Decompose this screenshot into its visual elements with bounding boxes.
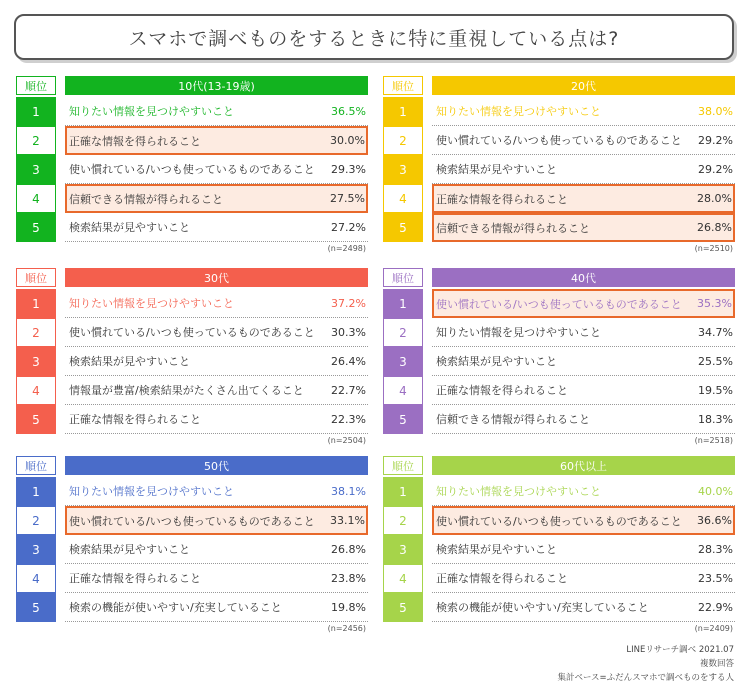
ranking-row: [16, 97, 368, 126]
item-label: 使い慣れている/いつも使っているものであること: [69, 163, 315, 176]
item-label: 知りたい情報を見つけやすいこと: [436, 326, 601, 339]
item-value: 38.0%: [698, 104, 733, 118]
footer-base: 集計ベース=ふだんスマホで調べものをする人: [557, 673, 734, 683]
footer-source: LINEリサーチ調べ 2021.07: [626, 645, 734, 655]
ranking-item: [432, 126, 735, 155]
ranking-item: [65, 97, 368, 126]
ranking-row: [16, 477, 368, 506]
age-group-label: 20代: [432, 76, 735, 95]
ranking-item: [65, 318, 368, 347]
sample-size: (n=2498): [327, 244, 366, 253]
item-label: 正確な情報を得られること: [436, 384, 568, 397]
ranking-item: [432, 213, 735, 242]
item-value: 22.9%: [698, 600, 733, 614]
age-group-panel: [383, 268, 735, 445]
item-value: 30.0%: [330, 134, 365, 147]
rank-number: 2: [383, 318, 423, 347]
item-label: 使い慣れている/いつも使っているものであること: [436, 134, 682, 147]
ranking-row: [383, 289, 735, 318]
rank-number: 5: [383, 593, 423, 622]
rank-number: 1: [16, 289, 56, 318]
ranking-item: [432, 289, 735, 318]
rank-number: 5: [16, 405, 56, 434]
rank-number: 5: [383, 405, 423, 434]
ranking-item: [65, 155, 368, 184]
panel-header: [383, 456, 735, 475]
ranking-row: [383, 184, 735, 213]
age-group-panel: [16, 76, 368, 253]
rank-column-header: 順位: [16, 268, 56, 287]
item-value: 29.2%: [698, 133, 733, 147]
rank-number: 2: [383, 126, 423, 155]
rank-number: 3: [383, 347, 423, 376]
item-value: 23.8%: [331, 571, 366, 585]
ranking-item: [65, 184, 368, 213]
ranking-row: [16, 506, 368, 535]
item-value: 28.0%: [697, 192, 732, 205]
panel-header: [383, 268, 735, 287]
item-value: 29.3%: [331, 162, 366, 176]
age-group-panel: [16, 268, 368, 445]
item-label: 正確な情報を得られること: [436, 192, 568, 206]
item-label: 正確な情報を得られること: [69, 413, 201, 426]
item-value: 36.6%: [697, 514, 732, 527]
rank-column-header: 順位: [383, 456, 423, 475]
ranking-item: [432, 564, 735, 593]
age-group-panel: [383, 76, 735, 253]
ranking-row: [383, 126, 735, 155]
ranking-item: [65, 405, 368, 434]
item-label: 知りたい情報を見つけやすいこと: [69, 105, 234, 118]
rank-number: 5: [16, 593, 56, 622]
rank-number: 3: [383, 535, 423, 564]
ranking-item: [65, 213, 368, 242]
rank-number: 2: [383, 506, 423, 535]
ranking-row: [383, 155, 735, 184]
item-label: 検索結果が見やすいこと: [69, 355, 190, 368]
item-label: 検索結果が見やすいこと: [436, 163, 557, 176]
rank-number: 1: [383, 477, 423, 506]
ranking-row: [16, 593, 368, 622]
item-value: 19.8%: [331, 600, 366, 614]
ranking-item: [432, 347, 735, 376]
item-label: 知りたい情報を見つけやすいこと: [436, 485, 601, 498]
ranking-row: [16, 405, 368, 434]
item-value: 26.8%: [331, 542, 366, 556]
rank-number: 4: [383, 564, 423, 593]
item-value: 29.2%: [698, 162, 733, 176]
age-group-panel: [16, 456, 368, 633]
age-group-label: 60代以上: [432, 456, 735, 475]
ranking-row: [383, 593, 735, 622]
rank-number: 1: [383, 289, 423, 318]
ranking-row: [383, 564, 735, 593]
ranking-row: [383, 213, 735, 242]
item-label: 検索結果が見やすいこと: [69, 221, 190, 234]
ranking-item: [432, 155, 735, 184]
item-label: 使い慣れている/いつも使っているものであること: [436, 514, 682, 528]
age-group-label: 30代: [65, 268, 368, 287]
rank-number: 1: [383, 97, 423, 126]
ranking-item: [432, 477, 735, 506]
ranking-row: [16, 184, 368, 213]
age-group-panel: [383, 456, 735, 633]
ranking-item: [65, 593, 368, 622]
item-value: 35.3%: [697, 297, 732, 310]
ranking-item: [65, 506, 368, 535]
rank-number: 3: [16, 535, 56, 564]
panel-header: [16, 456, 368, 475]
rank-number: 4: [16, 564, 56, 593]
ranking-row: [383, 97, 735, 126]
rank-column-header: 順位: [383, 76, 423, 95]
rank-number: 1: [16, 477, 56, 506]
ranking-item: [65, 376, 368, 405]
ranking-row: [16, 289, 368, 318]
item-label: 正確な情報を得られること: [69, 134, 201, 148]
item-value: 27.2%: [331, 220, 366, 234]
ranking-item: [432, 506, 735, 535]
sample-size: (n=2510): [694, 244, 733, 253]
ranking-item: [65, 347, 368, 376]
item-label: 検索の機能が使いやすい/充実していること: [69, 601, 282, 614]
item-label: 使い慣れている/いつも使っているものであること: [69, 326, 315, 339]
panel-header: [16, 76, 368, 95]
ranking-row: [16, 126, 368, 155]
item-value: 33.1%: [330, 514, 365, 527]
sample-size: (n=2456): [327, 624, 366, 633]
item-value: 36.5%: [331, 104, 366, 118]
ranking-row: [383, 477, 735, 506]
rank-number: 4: [16, 376, 56, 405]
item-label: 使い慣れている/いつも使っているものであること: [69, 514, 315, 528]
item-value: 26.4%: [331, 354, 366, 368]
panel-header: [383, 76, 735, 95]
sample-size: (n=2518): [694, 436, 733, 445]
ranking-item: [432, 97, 735, 126]
item-value: 34.7%: [698, 325, 733, 339]
item-value: 18.3%: [698, 412, 733, 426]
item-value: 22.3%: [331, 412, 366, 426]
item-label: 正確な情報を得られること: [436, 572, 568, 585]
rank-number: 3: [383, 155, 423, 184]
rank-number: 4: [383, 184, 423, 213]
ranking-item: [65, 564, 368, 593]
ranking-row: [16, 213, 368, 242]
item-value: 19.5%: [698, 383, 733, 397]
item-label: 知りたい情報を見つけやすいこと: [436, 105, 601, 118]
ranking-row: [383, 506, 735, 535]
rank-number: 4: [383, 376, 423, 405]
item-label: 使い慣れている/いつも使っているものであること: [436, 297, 682, 311]
ranking-row: [383, 405, 735, 434]
item-value: 25.5%: [698, 354, 733, 368]
ranking-item: [65, 535, 368, 564]
rank-number: 2: [16, 506, 56, 535]
rank-number: 3: [16, 155, 56, 184]
sample-size: (n=2504): [327, 436, 366, 445]
item-value: 40.0%: [698, 484, 733, 498]
item-label: 信頼できる情報が得られること: [436, 221, 590, 235]
item-value: 26.8%: [697, 221, 732, 234]
ranking-item: [65, 289, 368, 318]
ranking-item: [432, 318, 735, 347]
ranking-row: [16, 318, 368, 347]
rank-number: 4: [16, 184, 56, 213]
rank-number: 5: [16, 213, 56, 242]
ranking-row: [383, 347, 735, 376]
ranking-row: [16, 564, 368, 593]
rank-column-header: 順位: [383, 268, 423, 287]
ranking-item: [432, 184, 735, 213]
item-label: 正確な情報を得られること: [69, 572, 201, 585]
chart-title: スマホで調べものをするときに特に重視している点は?: [14, 14, 734, 60]
item-label: 検索の機能が使いやすい/充実していること: [436, 601, 649, 614]
rank-column-header: 順位: [16, 76, 56, 95]
rank-number: 1: [16, 97, 56, 126]
footer-answer-type: 複数回答: [699, 659, 734, 669]
ranking-row: [16, 347, 368, 376]
ranking-row: [16, 376, 368, 405]
item-value: 27.5%: [330, 192, 365, 205]
age-group-label: 50代: [65, 456, 368, 475]
item-value: 30.3%: [331, 325, 366, 339]
item-value: 38.1%: [331, 484, 366, 498]
panel-header: [16, 268, 368, 287]
item-value: 37.2%: [331, 296, 366, 310]
rank-number: 2: [16, 126, 56, 155]
ranking-row: [383, 535, 735, 564]
item-value: 22.7%: [331, 383, 366, 397]
ranking-row: [16, 155, 368, 184]
item-label: 情報量が豊富/検索結果がたくさん出てくること: [69, 384, 304, 397]
ranking-item: [432, 376, 735, 405]
item-label: 信頼できる情報が得られること: [69, 192, 223, 206]
item-label: 知りたい情報を見つけやすいこと: [69, 297, 234, 310]
ranking-item: [432, 405, 735, 434]
item-label: 知りたい情報を見つけやすいこと: [69, 485, 234, 498]
item-value: 23.5%: [698, 571, 733, 585]
ranking-row: [16, 535, 368, 564]
ranking-item: [432, 535, 735, 564]
age-group-label: 10代(13-19歳): [65, 76, 368, 95]
rank-number: 5: [383, 213, 423, 242]
rank-column-header: 順位: [16, 456, 56, 475]
rank-number: 2: [16, 318, 56, 347]
ranking-item: [65, 126, 368, 155]
sample-size: (n=2409): [694, 624, 733, 633]
ranking-item: [65, 477, 368, 506]
item-label: 信頼できる情報が得られること: [436, 413, 590, 426]
item-label: 検索結果が見やすいこと: [69, 543, 190, 556]
ranking-row: [383, 318, 735, 347]
ranking-item: [432, 593, 735, 622]
item-value: 28.3%: [698, 542, 733, 556]
ranking-row: [383, 376, 735, 405]
age-group-label: 40代: [432, 268, 735, 287]
rank-number: 3: [16, 347, 56, 376]
item-label: 検索結果が見やすいこと: [436, 355, 557, 368]
item-label: 検索結果が見やすいこと: [436, 543, 557, 556]
